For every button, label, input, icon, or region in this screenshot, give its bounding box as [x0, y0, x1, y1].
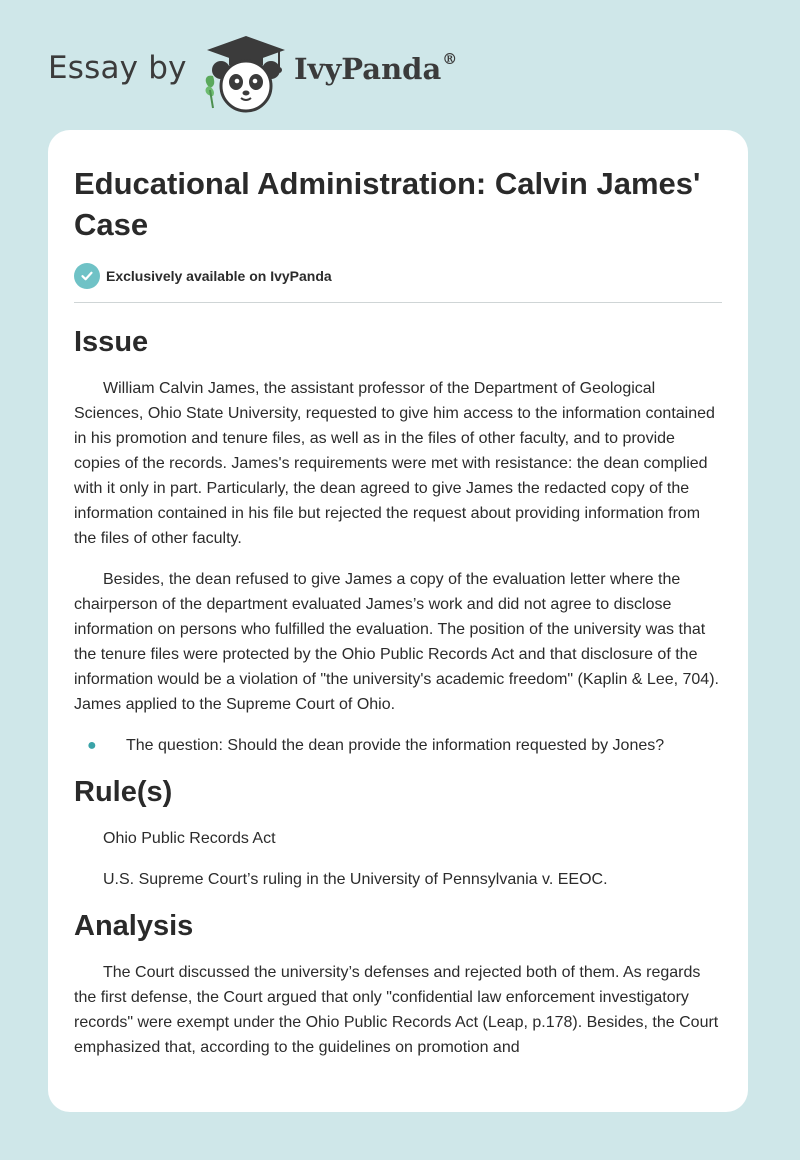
site-header — [48, 34, 508, 114]
section-heading-issue: Issue — [74, 326, 149, 358]
essay-body — [74, 322, 724, 1060]
essay-card — [48, 130, 748, 1112]
panda-logo-icon[interactable] — [201, 34, 291, 114]
bullet-icon: ● — [87, 737, 97, 754]
page-title: Educational Administration: Calvin James' Case — [74, 166, 701, 242]
section-heading-analysis: Analysis — [74, 910, 194, 942]
exclusive-text: Exclusively available on IvyPanda — [106, 268, 332, 284]
rule-item: U.S. Supreme Court’s ruling in the University of Pennsylvania v. EEOC. — [103, 871, 608, 888]
exclusive-badge — [74, 263, 332, 289]
list-item-text: The question: Should the dean provide the information requested by Jones? — [126, 737, 665, 754]
section-heading-rules: Rule(s) — [74, 776, 173, 808]
brand-prefix: Essay by — [48, 50, 187, 86]
brand-name — [294, 52, 457, 86]
rule-item: Ohio Public Records Act — [103, 830, 276, 847]
list-item — [74, 733, 724, 758]
paragraph: The Court discussed the university’s defenses and rejected both of them. As regards the first defense, the Court argued that only "confidential law enforcement investigatory records" were exempt under the Ohio Public Records Act (Leap, p.178). Besides, the Court emphasized that, according to the guidelines on promotion and — [74, 964, 719, 1056]
divider — [74, 302, 722, 303]
registered-mark: ® — [442, 50, 458, 68]
check-icon — [74, 263, 100, 289]
paragraph: William Calvin James, the assistant professor of the Department of Geological Sciences, Ohio State University, requested to give him access to the information contained in his promotion and tenure files, as well as in the files of other faculty, and to provide copies of the records. James's requirements were met with resistance: the dean complied with it only in part. Particularly, the dean agreed to give James the redacted copy of the information contained in his file but rejected the request about providing information from the files of other faculty. — [74, 380, 715, 547]
paragraph: Besides, the dean refused to give James a copy of the evaluation letter where the chairperson of the department evaluated James’s work and did not agree to disclose information on persons who fulfilled the evaluation. The position of the university was that the tenure files were protected by the Ohio Public Records Act and that disclosure of the information would be a violation of "the university's academic freedom" (Kaplin & Lee, 704). James applied to the Supreme Court of Ohio. — [74, 571, 719, 713]
brand-name-text: IvyPanda — [294, 52, 442, 86]
